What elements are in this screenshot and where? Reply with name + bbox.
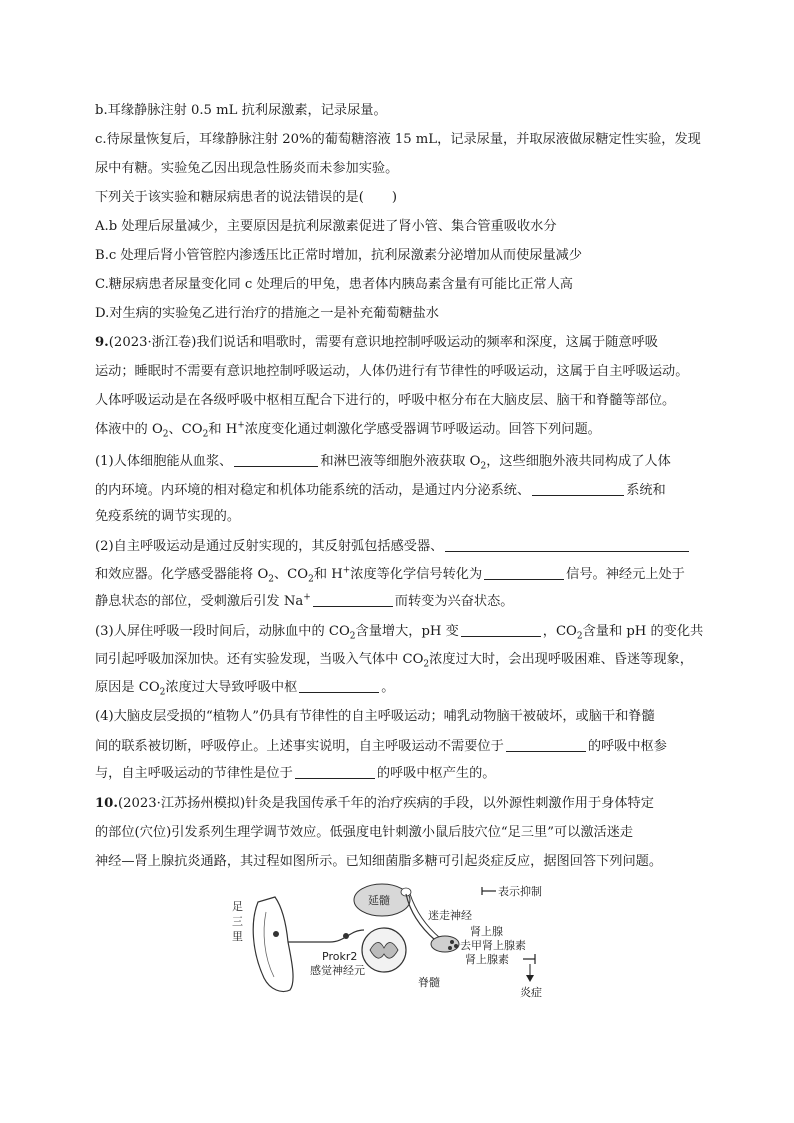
q8-option-b: B.c 处理后肾小管管腔内渗透压比正常时增加，抗利尿激素分泌增加从而使尿量减少 (95, 248, 583, 263)
q8-option-d: D.对生病的实验兔乙进行治疗的措施之一是补充葡萄糖盐水 (95, 306, 439, 321)
answer-blank[interactable] (506, 737, 586, 752)
q9-line1: 9.(2023·浙江卷)我们说话和唱歌时，需要有意识地控制呼吸运动的频率和深度，这属于随意呼吸 (95, 335, 658, 350)
q9-number: 9. (95, 335, 109, 350)
zusanli-label-1: 足 (232, 900, 243, 913)
answer-blank[interactable] (295, 764, 375, 779)
answer-blank[interactable] (234, 452, 318, 467)
q9-part4-line3: 与，自主呼吸运动的节律性是位于 的呼吸中枢产生的。 (95, 766, 496, 781)
sensory-neuron-path (288, 930, 364, 942)
hind-limb-shape (253, 897, 293, 992)
sensory-neuron-label: 感觉神经元 (310, 964, 365, 977)
q8-option-a: A.b 处理后尿量减少，主要原因是抗利尿激素促进了肾小管、集合管重吸收水分 (95, 219, 557, 234)
answer-blank[interactable] (461, 622, 541, 637)
q9-part3-line2: 同引起呼吸加深加快。还有实验发现，当吸入气体中 $CO_2$浓度过大时，会出现呼吸困难、昏迷等现象， (95, 652, 693, 670)
q9-part1-line3: 免疫系统的调节实现的。 (95, 509, 241, 524)
adrenal-gland-shape (431, 936, 459, 952)
answer-blank[interactable] (445, 537, 689, 552)
inflammation-label: 炎症 (520, 986, 542, 999)
q9-part2-line3: 静息状态的部位，受刺激后引发 Na+ 而转变为兴奋状态。 (95, 592, 514, 609)
q10-line2: 的部位(穴位)引发系列生理学调节效应。低强度电针刺激小鼠后肢穴位“足三里”可以激活迷走 (95, 825, 634, 840)
medulla-label: 延髓 (368, 894, 390, 907)
legend-label: 表示抑制 (498, 885, 542, 898)
q10-number: 10. (95, 796, 118, 811)
q9-part3-line1: (3)人屏住呼吸一段时间后，动脉血中的 $CO_2$含量增大，pH 变 ，$CO_2$含量和 pH 的变化共 (95, 624, 704, 642)
q8-option-c: C.糖尿病患者尿量变化同 c 处理后的甲兔，患者体内胰岛素含量有可能比正常人高 (95, 277, 573, 292)
q9-part1-line2: 的内环境。内环境的相对稳定和机体功能系统的活动，是通过内分泌系统、 系统和 (95, 483, 666, 498)
adrenal-label: 肾上腺 (470, 925, 503, 938)
answer-blank[interactable] (299, 678, 379, 693)
vagus-label: 迷走神经 (428, 909, 472, 922)
q9-line2: 运动；睡眠时不需要有意识地控制呼吸运动，人体仍进行有节律性的呼吸运动，这属于自主呼吸运动。 (95, 364, 689, 379)
q9-part4-line1: (4)大脑皮层受损的“植物人”仍具有节律性的自主呼吸运动；哺乳动物脑干被破坏，或脑干和脊髓 (95, 709, 655, 724)
q9-line4: 体液中的 $O_2$、$CO_2$和 H+浓度变化通过刺激化学感受器调节呼吸运动。回答下列问题。 (95, 420, 601, 440)
q9-part2-line1: (2)自主呼吸运动是通过反射实现的，其反射弧包括感受器、 (95, 537, 691, 556)
q9-part3-line3: 原因是 $CO_2$浓度过大导致呼吸中枢 。 (95, 680, 395, 698)
prokr2-label: Prokr2 (322, 950, 358, 963)
spinal-cord-label: 脊髓 (418, 976, 440, 989)
q10-line1: 10.(2023·江苏扬州模拟)针灸是我国传承千年的治疗疾病的手段，以外源性刺激作用于身体特定 (95, 796, 654, 811)
item-c-line1: c.待尿量恢复后，耳缘静脉注射 20%的葡萄糖溶液 15 mL，记录尿量，并取尿液做尿糖定性实验，发现 (95, 132, 701, 147)
epinephrine-label: 肾上腺素 (465, 953, 509, 966)
item-c-line2: 尿中有糖。实验兔乙因出现急性肠炎而未参加实验。 (95, 161, 399, 176)
inhibition-legend (482, 884, 542, 898)
q10-source: (2023·江苏扬州模拟) (117, 796, 246, 811)
vagus-adrenal-pathway-diagram (230, 882, 590, 1017)
answer-blank[interactable] (484, 565, 564, 580)
q9-line3: 人体呼吸运动是在各级呼吸中枢相互配合下进行的，呼吸中枢分布在大脑皮层、脑干和脊髓等部位。 (95, 393, 676, 408)
q10-line3: 神经—肾上腺抗炎通路，其过程如图所示。已知细菌脂多糖可引起炎症反应，据图回答下列问题。 (95, 854, 663, 869)
zusanli-label-3: 里 (232, 930, 243, 943)
answer-blank[interactable] (532, 481, 624, 496)
zusanli-acupoint (273, 931, 279, 937)
q9-source: (2023·浙江卷) (108, 335, 197, 350)
zusanli-label-2: 三 (232, 915, 243, 928)
q8-stem: 下列关于该实验和糖尿病患者的说法错误的是( ) (95, 190, 398, 205)
q9-part2-line2: 和效应器。化学感受器能将 $O_2$、$CO_2$和 H+浓度等化学信号转化为 信号。神经元上处于 (95, 565, 685, 585)
norepinephrine-label: 去甲肾上腺素 (460, 939, 526, 952)
q9-part1-line1: (1)人体细胞能从血浆、 和淋巴液等细胞外液获取 $O_2$，这些细胞外液共同构成了人体 (95, 454, 671, 472)
item-b: b.耳缘静脉注射 0.5 mL 抗利尿激素，记录尿量。 (95, 103, 387, 118)
answer-blank[interactable] (313, 592, 393, 607)
q9-part4-line2: 间的联系被切断，呼吸停止。上述事实说明，自主呼吸运动不需要位于 的呼吸中枢参 (95, 739, 667, 754)
